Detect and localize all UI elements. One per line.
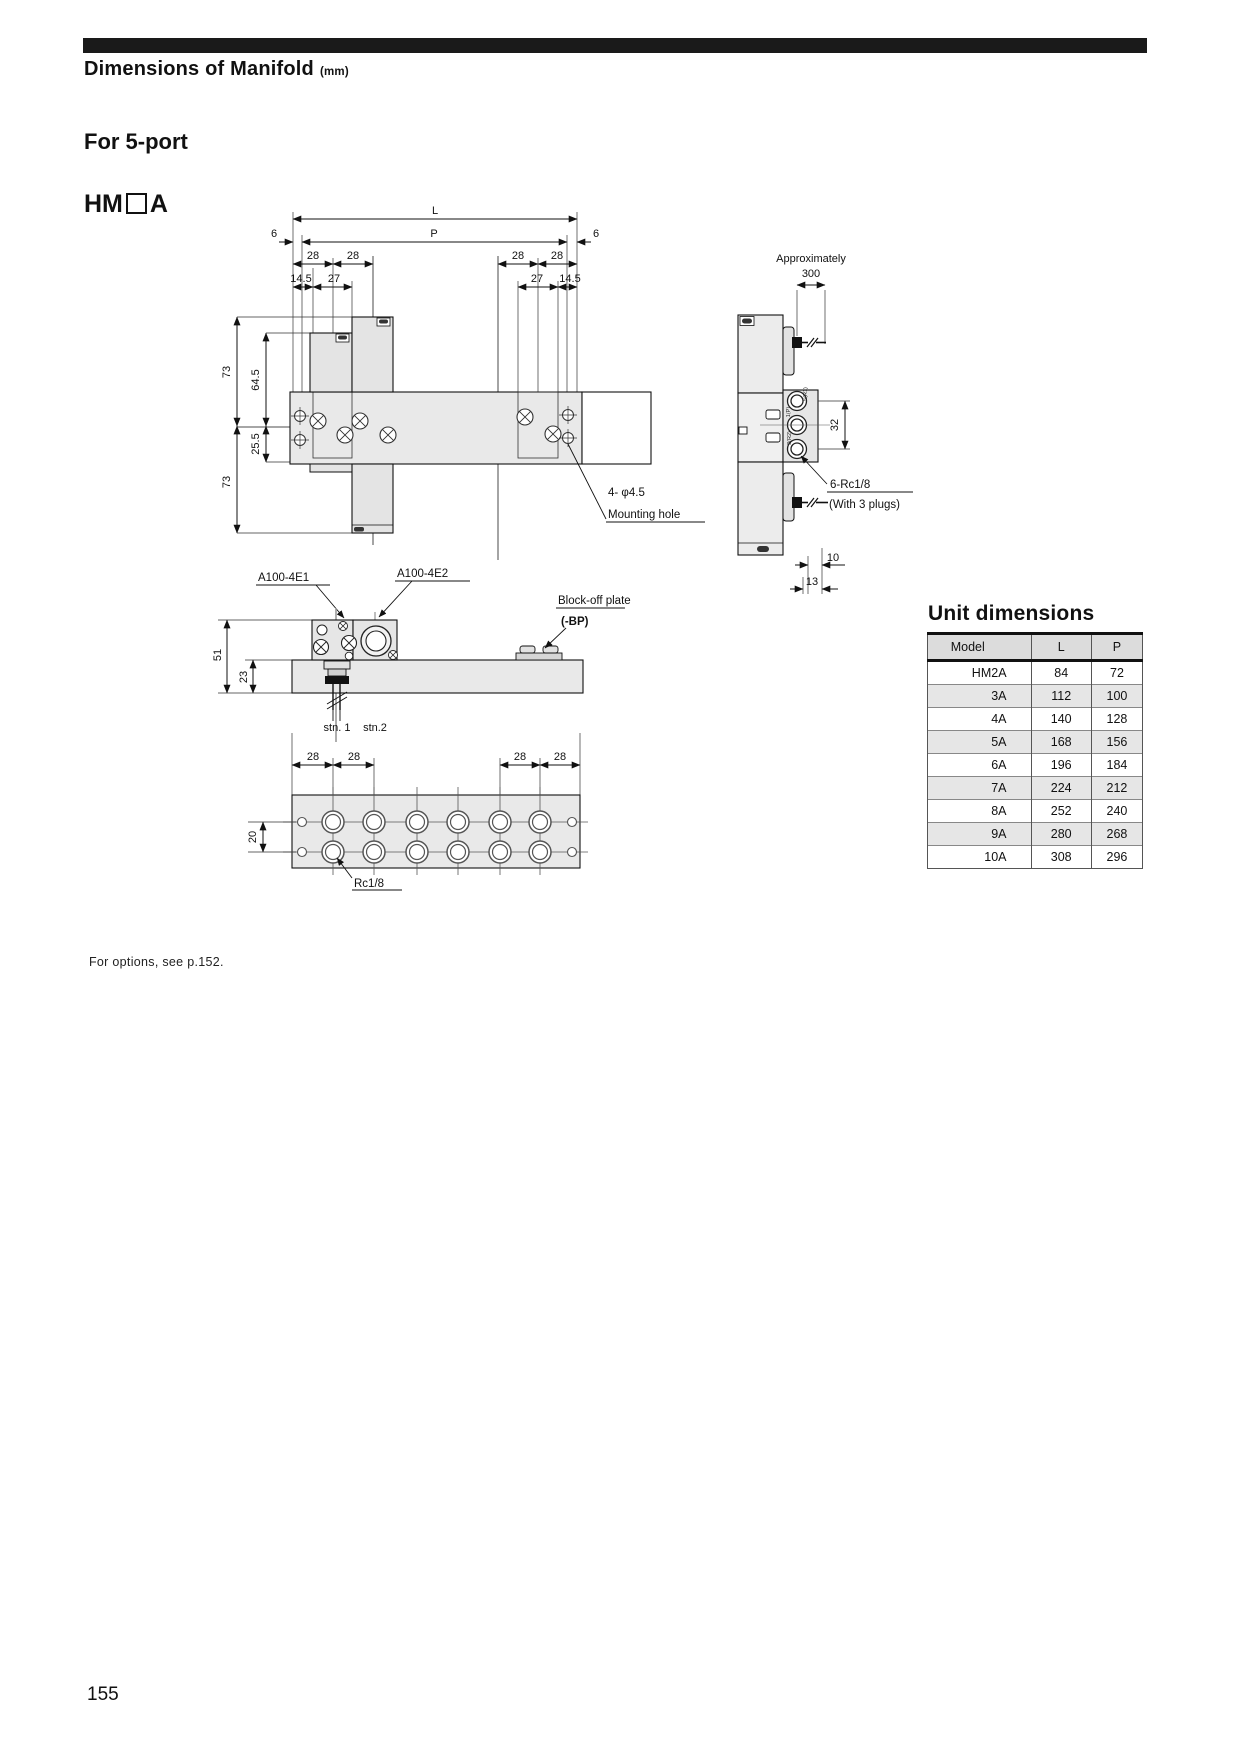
dim-73-bottom: 73 — [221, 475, 233, 489]
unit-dimensions-panel — [927, 602, 1145, 869]
rc-note-line1: 6-Rc1/8 — [830, 479, 871, 491]
cell-model: 3A — [928, 685, 1032, 708]
table-row — [928, 685, 1143, 708]
cell-p: 296 — [1091, 846, 1142, 869]
blockoff-option: (-BP) — [561, 616, 589, 628]
dim-10: 10 — [826, 552, 840, 564]
mounting-note-line2: Mounting hole — [608, 509, 681, 521]
mounting-note-line1: 4- φ4.5 — [608, 487, 645, 499]
cell-p: 268 — [1091, 823, 1142, 846]
cell-model: 7A — [928, 777, 1032, 800]
front-view — [221, 205, 705, 560]
dim-28-f: 28 — [347, 751, 361, 763]
cell-p: 72 — [1091, 661, 1142, 685]
valve1-label: A100-4E1 — [258, 572, 310, 584]
rc-note-line2: (With 3 plugs) — [829, 499, 900, 511]
stn1-label: stn. 1 — [323, 722, 351, 734]
manifold-drawing — [60, 170, 940, 900]
dim-P: P — [430, 228, 438, 240]
model-prefix: HM — [84, 190, 123, 218]
options-note: For options, see p.152. — [89, 955, 224, 969]
cell-l: 140 — [1031, 708, 1091, 731]
table-row — [928, 823, 1143, 846]
port-5R1-label: 5(R1) — [803, 387, 809, 401]
cell-l: 112 — [1031, 685, 1091, 708]
cell-l: 196 — [1031, 754, 1091, 777]
cell-model: 9A — [928, 823, 1032, 846]
table-row — [928, 708, 1143, 731]
table-header-row — [928, 634, 1143, 661]
cell-l: 308 — [1031, 846, 1091, 869]
unit-dimensions-heading: Unit dimensions — [928, 602, 1095, 625]
cell-p: 128 — [1091, 708, 1142, 731]
rc18-label: Rc1/8 — [354, 878, 385, 890]
cell-model: 6A — [928, 754, 1032, 777]
manifold-rail — [290, 392, 582, 464]
table-row — [928, 731, 1143, 754]
table-row — [928, 846, 1143, 869]
dim-145-left: 14.5 — [290, 273, 312, 285]
col-model: Model — [928, 634, 1032, 661]
dim-28-a: 28 — [306, 250, 320, 262]
page-number: 155 — [87, 1684, 119, 1705]
table-row — [928, 777, 1143, 800]
approx-value: 300 — [801, 268, 821, 280]
model-suffix: A — [149, 190, 168, 218]
dim-20: 20 — [247, 830, 259, 844]
dim-6-left: 6 — [270, 228, 278, 240]
approx-label: Approximately — [776, 253, 846, 265]
dim-28-g: 28 — [513, 751, 527, 763]
header-black-bar — [83, 38, 1147, 53]
cell-l: 84 — [1031, 661, 1091, 685]
cell-model: 8A — [928, 800, 1032, 823]
unit-dimensions-table — [927, 632, 1143, 869]
dim-28-d: 28 — [550, 250, 564, 262]
cell-model: 4A — [928, 708, 1032, 731]
station-view — [212, 568, 631, 742]
cell-p: 100 — [1091, 685, 1142, 708]
section-heading: For 5-port — [84, 129, 188, 154]
dim-645: 64.5 — [250, 369, 262, 391]
dim-145-right: 14.5 — [559, 273, 581, 285]
dim-73-top: 73 — [221, 365, 233, 379]
dim-28-c: 28 — [511, 250, 525, 262]
dim-13: 13 — [805, 576, 819, 588]
page-title-text: Dimensions of Manifold — [84, 58, 314, 80]
cell-model: HM2A — [928, 661, 1032, 685]
dim-6-right: 6 — [592, 228, 600, 240]
dim-255: 25.5 — [250, 433, 262, 455]
blockoff-label: Block-off plate — [558, 595, 631, 607]
stn2-label: stn.2 — [363, 722, 387, 734]
dim-32: 32 — [829, 418, 841, 432]
unit-note: (mm) — [319, 66, 349, 78]
cell-l: 280 — [1031, 823, 1091, 846]
cell-p: 184 — [1091, 754, 1142, 777]
dim-28-h: 28 — [553, 751, 567, 763]
cell-p: 156 — [1091, 731, 1142, 754]
table-row — [928, 661, 1143, 685]
cell-model: 10A — [928, 846, 1032, 869]
port-1P-label: 1(P) — [786, 406, 792, 418]
bottom-view — [247, 733, 588, 890]
page-title — [84, 58, 349, 81]
col-l: L — [1031, 634, 1091, 661]
dim-23: 23 — [238, 670, 250, 684]
cell-p: 212 — [1091, 777, 1142, 800]
dim-51: 51 — [212, 648, 224, 662]
rail-end-outline — [582, 392, 651, 464]
valve2-label: A100-4E2 — [397, 568, 449, 580]
col-p: P — [1091, 634, 1142, 661]
table-row — [928, 800, 1143, 823]
cell-model: 5A — [928, 731, 1032, 754]
cell-p: 240 — [1091, 800, 1142, 823]
dim-28-e: 28 — [306, 751, 320, 763]
dim-28-b: 28 — [346, 250, 360, 262]
cell-l: 168 — [1031, 731, 1091, 754]
side-view — [738, 253, 913, 594]
table-row — [928, 754, 1143, 777]
dim-27-left: 27 — [327, 273, 341, 285]
cell-l: 224 — [1031, 777, 1091, 800]
cell-l: 252 — [1031, 800, 1091, 823]
port-3R2-label: 3(R2) — [787, 431, 793, 445]
dim-27-right: 27 — [530, 273, 544, 285]
dim-L: L — [431, 205, 439, 217]
